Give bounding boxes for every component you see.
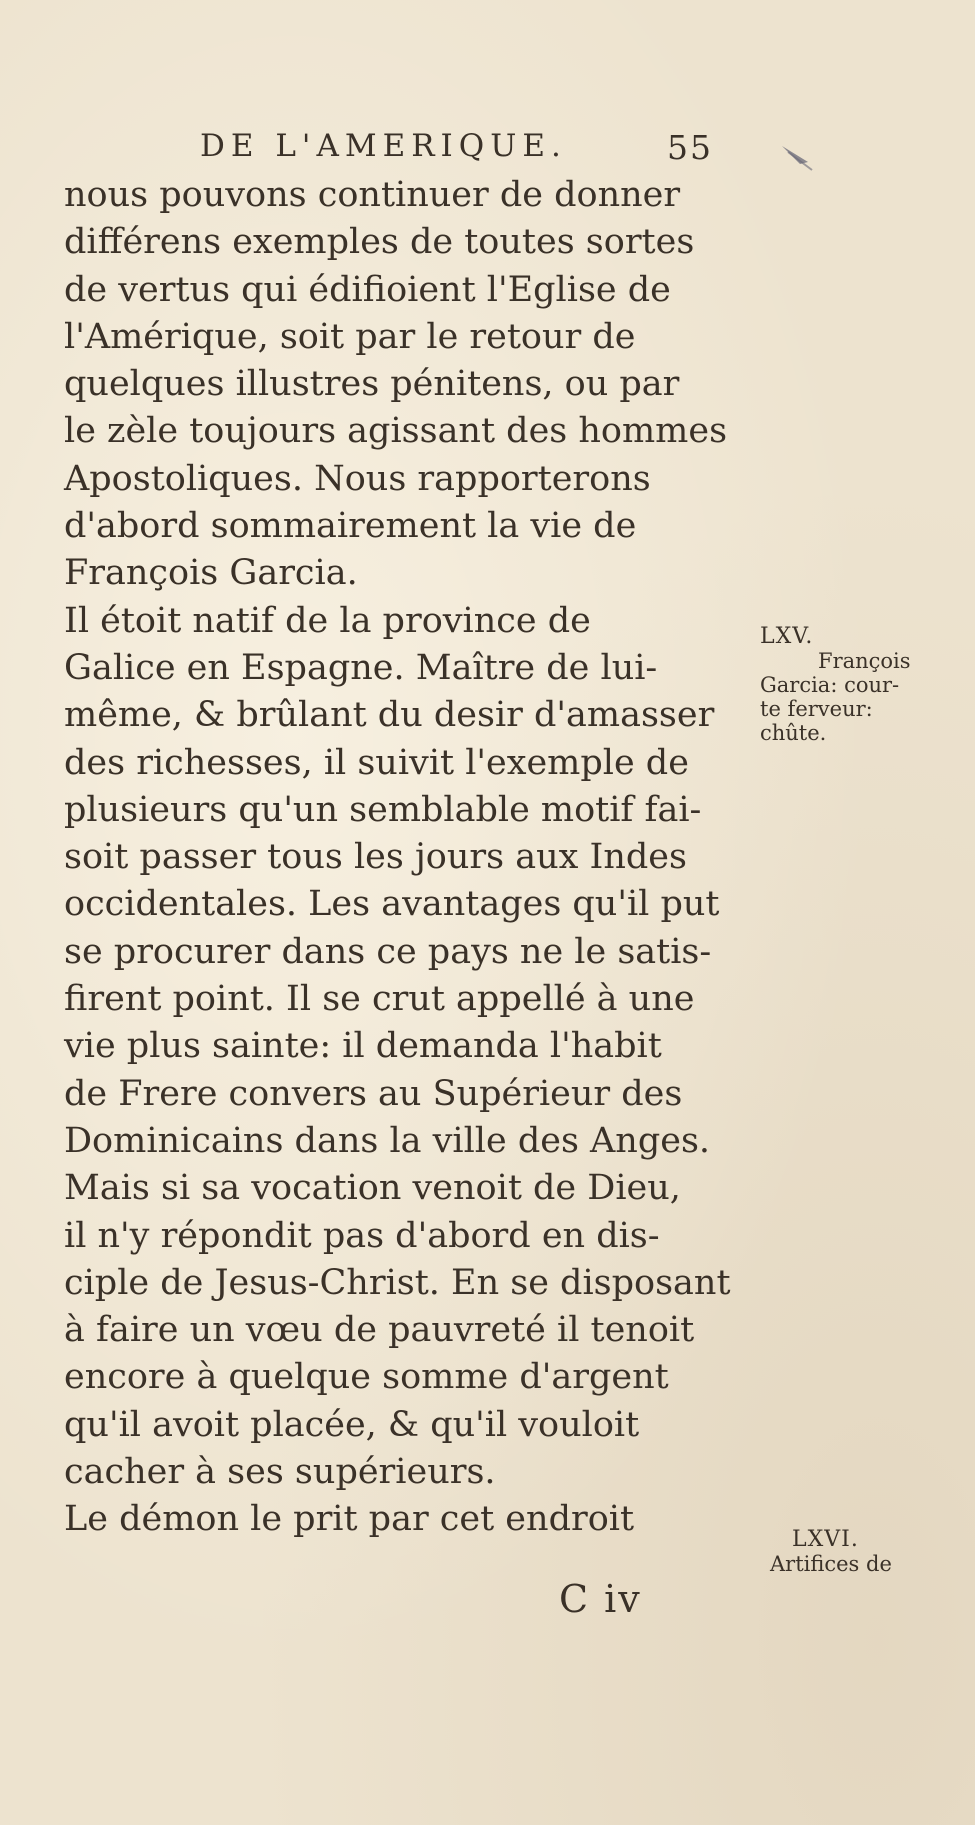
text-line: occidentales. Les avantages qu'il put <box>64 884 720 925</box>
text-line: Le démon le prit par cet endroit <box>64 1499 635 1540</box>
page-number: 55 <box>667 128 713 167</box>
text-line: François Garcia. <box>64 553 358 594</box>
margin-note-line: Artifices de <box>770 1552 892 1576</box>
text-line: l'Amérique, soit par le retour de <box>64 316 636 357</box>
margin-note-number: LXVI. <box>792 1527 859 1552</box>
margin-note-lxvi <box>770 1528 940 1576</box>
text-line: même, & brûlant du desir d'amasser <box>64 695 715 736</box>
margin-note-line: chûte. <box>760 721 827 745</box>
text-line: cacher à ses supérieurs. <box>64 1452 496 1493</box>
text-line: qu'il avoit placée, & qu'il vouloit <box>64 1404 640 1445</box>
text-line: des richesses, il suivit l'exemple de <box>64 742 689 783</box>
margin-note-number: LXV. <box>760 624 814 649</box>
text-line: quelques illustres pénitens, ou par <box>64 364 680 405</box>
text-line: de Frere convers au Supérieur des <box>64 1073 683 1114</box>
margin-note-line: Garcia: cour- <box>760 673 900 697</box>
body-text <box>64 172 754 1544</box>
text-line: Il étoit natif de la province de <box>64 600 591 641</box>
text-line: ciple de Jesus-Christ. En se disposant <box>64 1262 731 1303</box>
text-line: Dominicains dans la ville des Anges. <box>64 1120 711 1161</box>
text-line: Mais si sa vocation venoit de Dieu, <box>64 1168 681 1209</box>
text-line: il n'y répondit pas d'abord en dis- <box>64 1215 660 1256</box>
text-line: soit passer tous les jours aux Indes <box>64 837 687 878</box>
text-line: de vertus qui édifioient l'Eglise de <box>64 269 671 310</box>
text-line: différens exemples de toutes sortes <box>64 222 695 263</box>
header-title: DE L'AMERIQUE. <box>200 128 567 164</box>
text-line: d'abord sommairement la vie de <box>64 506 637 547</box>
text-line: à faire un vœu de pauvreté il tenoit <box>64 1310 695 1351</box>
text-line: le zèle toujours agissant des hommes <box>64 411 728 452</box>
text-line: se procurer dans ce pays ne le satis- <box>64 931 712 972</box>
pencil-mark-icon <box>778 140 838 180</box>
margin-note-line: te ferveur: <box>760 697 873 721</box>
text-line: firent point. Il se crut appellé à une <box>64 979 695 1020</box>
text-line: Apostoliques. Nous rapporterons <box>64 458 651 499</box>
margin-note-line: François <box>818 649 911 673</box>
running-header <box>200 128 760 168</box>
signature-mark: C iv <box>559 1577 642 1621</box>
text-line: vie plus sainte: il demanda l'habit <box>64 1026 662 1067</box>
text-line: nous pouvons continuer de donner <box>64 175 681 215</box>
margin-note-lxv <box>760 625 930 745</box>
text-line: encore à quelque somme d'argent <box>64 1357 669 1398</box>
text-line: plusieurs qu'un semblable motif fai- <box>64 789 702 830</box>
text-line: Galice en Espagne. Maître de lui- <box>64 647 658 688</box>
